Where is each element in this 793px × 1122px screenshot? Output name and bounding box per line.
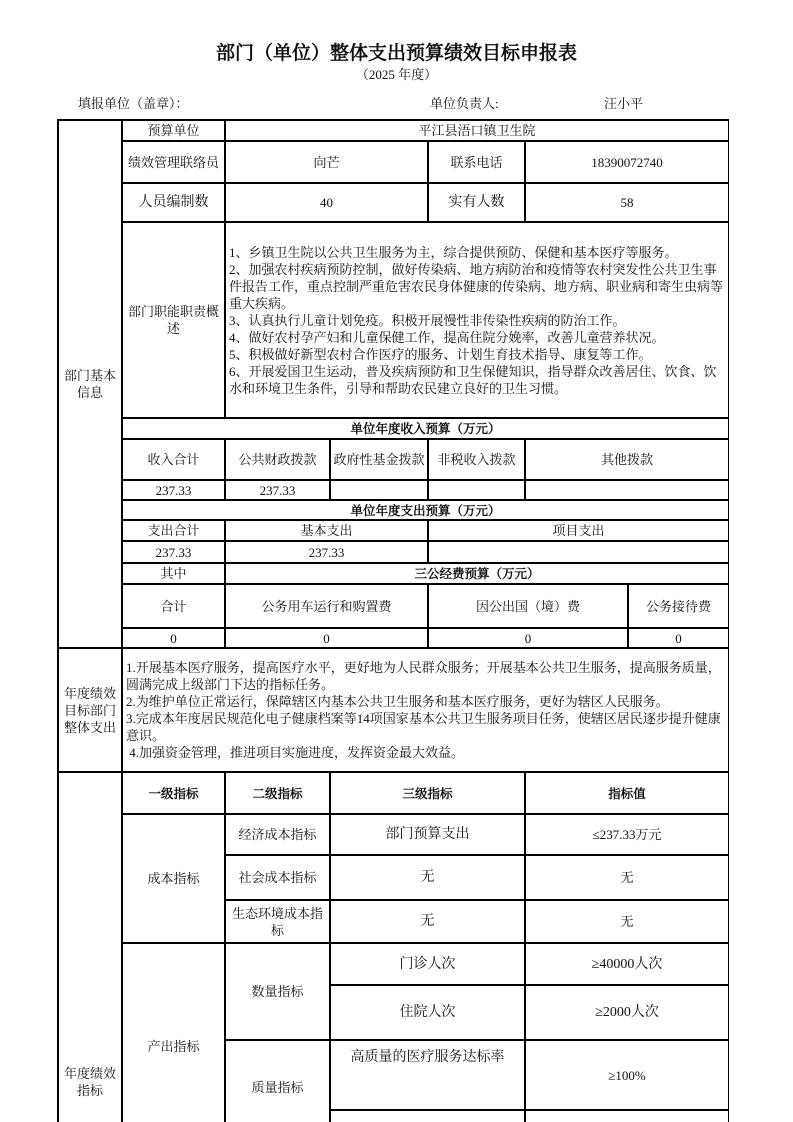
staff-actual-value: 58: [525, 183, 729, 222]
duty-item: 5、积极做好新型农村合作医疗的服务、计划生育技术指导、康复等工作。: [229, 346, 652, 362]
goals-text: [122, 648, 729, 772]
expense-value: 237.33: [225, 541, 428, 563]
duty-item: 6、开展爱国卫生运动，普及疾病预防和卫生保健知识，指导群众改善居住、饮食、饮水和环境卫生条件，引导和帮助农民建立良好的卫生习惯。: [229, 363, 717, 396]
income-value: [428, 480, 525, 500]
three-public-value: 0: [225, 628, 428, 648]
three-public-col: 公务接待费: [628, 584, 729, 628]
income-value: [525, 480, 729, 500]
three-public-col: 公务用车运行和购置费: [225, 584, 428, 628]
staff-quota-value: 40: [225, 183, 428, 222]
three-public-col: 合计: [122, 584, 225, 628]
duty-item: 2、加强农村疾病预防控制，做好传染病、地方病防治和疫情等农村突发性公共卫生事件报告工作，重点控制严重危害农民身体健康的传染病、地方病、职业病和寄生虫病等重大疾病。: [229, 261, 724, 311]
indicator-level2: 经济成本指标: [225, 814, 330, 855]
indicator-value: 无: [525, 900, 729, 943]
form-table-container: [57, 119, 729, 1122]
indicator-level2: 生态环境成本指标: [225, 900, 330, 943]
indicators-label: 年度绩效指标: [58, 772, 122, 1122]
expense-col: 基本支出: [225, 520, 428, 541]
indicator-value: ≤237.33万元: [525, 814, 729, 855]
goal-item: 2.为维护单位正常运行，保障辖区内基本公共卫生服务和基本医疗服务，更好为辖区人民服务。: [126, 694, 669, 709]
indicator-col: 一级指标: [122, 772, 225, 814]
quality-indicator-label: 质量指标: [225, 1040, 330, 1122]
expense-header: 单位年度支出预算（万元）: [122, 500, 729, 520]
indicator-level3: 无: [330, 900, 525, 943]
quantity-indicator-label: 数量指标: [225, 943, 330, 1040]
year-subtitle: （2025 年度）: [355, 67, 438, 82]
income-header: 单位年度收入预算（万元）: [122, 418, 729, 439]
empty-cell: [330, 1110, 525, 1122]
phone-label: 联系电话: [428, 141, 525, 183]
expense-col: 项目支出: [428, 520, 729, 541]
expense-value: 237.33: [122, 541, 225, 563]
staff-actual-label: 实有人数: [428, 183, 525, 222]
indicator-value: ≥100%: [525, 1040, 729, 1110]
duties-label: 部门职能职责概述: [122, 222, 225, 418]
three-public-value: 0: [428, 628, 628, 648]
indicator-col: 指标值: [525, 772, 729, 814]
expense-value: [428, 541, 729, 563]
indicator-col: 三级指标: [330, 772, 525, 814]
goals-label: 年度绩效目标部门整体支出: [58, 648, 122, 772]
output-indicator-label: 产出指标: [122, 943, 225, 1122]
indicator-level3: 无: [330, 855, 525, 900]
empty-cell: [525, 1110, 729, 1122]
budget-unit-label: 预算单位: [122, 120, 225, 141]
income-col: 公共财政拨款: [225, 439, 330, 480]
page-title: 部门（单位）整体支出预算绩效目标申报表: [215, 42, 577, 64]
three-public-header: 三公经费预算（万元）: [225, 563, 729, 584]
indicator-level2: 社会成本指标: [225, 855, 330, 900]
basic-section-label: 部门基本信息: [58, 120, 122, 648]
staff-quota-label: 人员编制数: [122, 183, 225, 222]
income-col: 政府性基金拨款: [330, 439, 428, 480]
expense-col: 支出合计: [122, 520, 225, 541]
indicator-level3: 高质量的医疗服务达标率: [330, 1040, 525, 1110]
duties-text: [225, 222, 729, 418]
fill-unit-label: 填报单位（盖章）：: [78, 96, 189, 111]
indicator-level3: 住院人次: [330, 985, 525, 1040]
income-col: 非税收入拨款: [428, 439, 525, 480]
three-public-value: 0: [628, 628, 729, 648]
phone-value: 18390072740: [525, 141, 729, 183]
responsible-label: 单位负责人:: [430, 96, 499, 111]
goal-item: 4.加强资金管理，推进项目实施进度，发挥资金最大效益。: [126, 745, 465, 760]
of-which-label: 其中: [122, 563, 225, 584]
goal-item: 3.完成本年度居民规范化电子健康档案等14项国家基本公共卫生服务项目任务，使辖区居民逐步提升健康意识。: [126, 711, 721, 743]
three-public-col: 因公出国（境）费: [428, 584, 628, 628]
income-col: 其他拨款: [525, 439, 729, 480]
duty-item: 1、乡镇卫生院以公共卫生服务为主，综合提供预防、保健和基本医疗等服务。: [229, 244, 678, 260]
three-public-value: 0: [122, 628, 225, 648]
indicator-level3: 部门预算支出: [330, 814, 525, 855]
income-value: 237.33: [225, 480, 330, 500]
indicator-value: ≥40000人次: [525, 943, 729, 985]
indicator-value: ≥2000人次: [525, 985, 729, 1040]
responsible-name: 汪小平: [604, 96, 644, 111]
contact-label: 绩效管理联络员: [122, 141, 225, 183]
budget-unit-value: 平江县浯口镇卫生院: [225, 120, 729, 141]
cost-indicator-label: 成本指标: [122, 814, 225, 943]
indicator-level3: 门诊人次: [330, 943, 525, 985]
income-value: [330, 480, 428, 500]
duty-item: 3、认真执行儿童计划免疫。积极开展慢性非传染性疾病的防治工作。: [229, 312, 626, 328]
contact-value: 向芒: [225, 141, 428, 183]
indicator-col: 二级指标: [225, 772, 330, 814]
goal-item: 1.开展基本医疗服务，提高医疗水平，更好地为人民群众服务；开展基本公共卫生服务，提高服务质量，圆满完成上级部门下达的指标任务。: [126, 660, 721, 692]
budget-form-table: [57, 119, 729, 1122]
duty-item: 4、做好农村孕产妇和儿童保健工作，提高住院分娩率，改善儿童营养状况。: [229, 329, 665, 345]
indicator-value: 无: [525, 855, 729, 900]
income-value: 237.33: [122, 480, 225, 500]
income-col: 收入合计: [122, 439, 225, 480]
